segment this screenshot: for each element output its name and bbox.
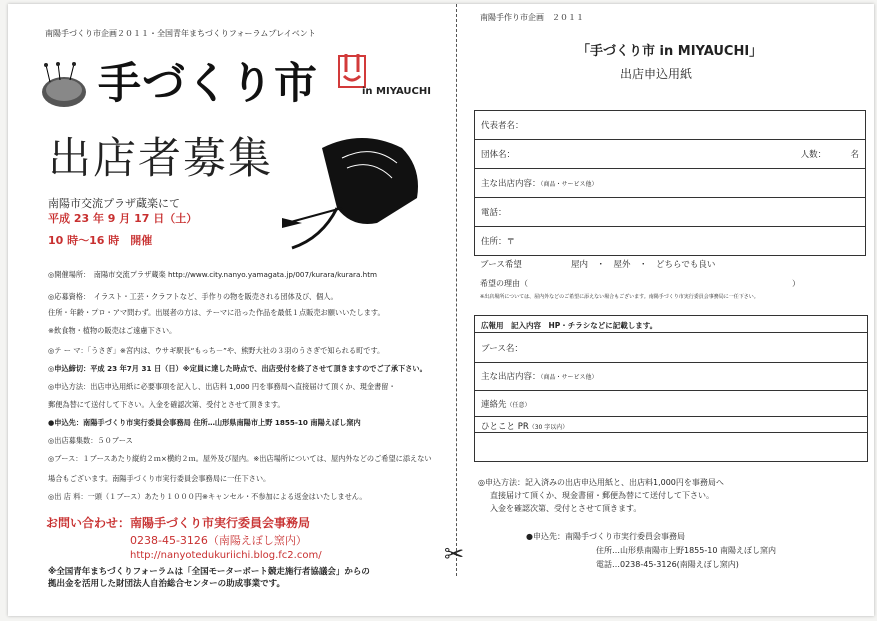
event-subtitle: in MIYAUCHI xyxy=(362,86,431,97)
people-field[interactable]: 人数： 名 xyxy=(743,140,866,169)
pincushion-icon xyxy=(40,62,88,108)
form-title: 「手づくり市 in MIYAUCHI」 xyxy=(577,44,763,59)
pr-field[interactable]: ひとこと PR（30 字以内） xyxy=(481,422,569,432)
apply-guide-2: 直接届けて頂くか、現金書留・郵便為替にて送付して下さい。 xyxy=(490,491,714,500)
contact-phone: 0238-45-3126（南陽えぼし窯内） xyxy=(130,534,307,547)
info-apply-method-2: 郵便為替にて送付して下さい。入金を確認次第、受付とさせて頂きます。 xyxy=(48,400,285,409)
reason-field[interactable]: 希望の理由（ xyxy=(480,279,528,288)
booth-note: ※出店場所については、屋内外などのご希望に添えない場合もございます。南陽手づくり市実行委員会事務局に一任下さい。 xyxy=(480,294,759,300)
pr-header: 広報用 記入内容 HP・チラシなどに記載します。 xyxy=(481,321,658,330)
group-field[interactable]: 団体名： xyxy=(475,140,744,169)
reason-field-end: ） xyxy=(792,279,800,288)
recruit-heading: 出店者募集 xyxy=(48,134,273,184)
funding-notice-1: ※全国青年まちづくりフォーラムは「全国モーターボート競走施行者協議会」からの xyxy=(48,567,370,577)
booth-preference-label: ブース希望 xyxy=(480,260,522,270)
cut-line xyxy=(456,4,457,576)
items2-field[interactable]: 主な出店内容：（商品・サービス他） xyxy=(481,372,598,382)
craftsman-illustration xyxy=(282,128,437,256)
rabbit-logo-icon xyxy=(338,50,366,88)
rep-field[interactable]: 代表者名： xyxy=(475,111,866,140)
tel-field[interactable]: 電話： xyxy=(475,198,866,227)
address-field[interactable]: 住所：〒 xyxy=(475,227,866,256)
info-destination: ●申込先：南陽手づくり市実行委員会事務局 住所…山形県南陽市上野 1855-10 南陽えぼし窯内 xyxy=(48,418,361,427)
scissors-icon: ✂ xyxy=(444,540,465,568)
info-apply-method: ◎申込方法：出店申込用紙に必要事項を記入し、出店料 1,000 円を事務局へ直接届けて頂くか、現金書留・ xyxy=(48,382,396,391)
event-time: 10 時〜16 時 開催 xyxy=(48,234,153,247)
blog-link[interactable]: http://nanyotedukuriichi.blog.fc2.com/ xyxy=(130,550,322,561)
destination-3: 電話…0238-45-3126(南陽えぼし窯内) xyxy=(596,560,739,569)
event-header: 南陽手づくり市企画２０１１・全国青年まちづくりフォーラムプレイベント xyxy=(45,29,316,38)
event-date: 平成 23 年 9 月 17 日（土） xyxy=(48,212,198,225)
info-eligibility: ◎応募資格： イラスト・工芸・クラフトなど、手作りの物を販売される団体及び、個人。 xyxy=(48,292,338,301)
funding-notice-2: 拠出金を活用した財団法人自治総合センターの助成事業です。 xyxy=(48,579,285,589)
event-title: 手づくり市 xyxy=(98,59,318,109)
booth-name-field[interactable]: ブース名： xyxy=(481,344,523,354)
destination-1: ●申込先：南陽手づくり市実行委員会事務局 xyxy=(526,532,685,541)
info-deadline: ◎申込締切：平成 23 年7月 31 日（日）※定員に達した時点で、出店受付を終了させて頂きますのでご了承下さい。 xyxy=(48,364,427,373)
info-food-note: ※飲食物・植物の販売はご遠慮下さい。 xyxy=(48,326,177,335)
application-table xyxy=(474,110,866,256)
info-eligibility-detail: 住所・年齢・プロ・アマ問わず。出展者の方は、テーマに沿った作品を最低１点販売お願いいたします。 xyxy=(48,308,385,317)
pr-form xyxy=(474,315,868,462)
booth-preference-options[interactable]: 屋内 ・ 屋外 ・ どちらでも良い xyxy=(571,260,716,270)
form-header: 南陽手作り市企画 ２０１１ xyxy=(480,13,584,22)
contact-title: お問い合わせ：南陽手づくり市実行委員会事務局 xyxy=(46,516,311,530)
venue: 南陽市交流プラザ蔵楽にて xyxy=(48,197,180,210)
apply-guide-3: 入金を確認次第、受付とさせて頂きます。 xyxy=(490,504,642,513)
apply-guide-1: ◎申込方法：記入済みの出店申込用紙と、出店料1,000円を事務局へ xyxy=(478,478,724,487)
items-field[interactable]: 主な出店内容：（商品・サービス他） xyxy=(475,169,866,198)
info-booth-size: ◎ブース：１ブースあたり縦約２ｍ×横約２ｍ。屋外及び屋内。※出店場所については、屋内外などのご希望に添えない xyxy=(48,454,432,463)
info-booth-count: ◎出店募集数：５０ブース xyxy=(48,436,133,445)
info-fee: ◎出 店 料：一頭（１ブース）あたり１０００円※キャンセル・不参加による返金はいたしません。 xyxy=(48,492,367,501)
info-location: ◎開催場所： 南陽市交流プラザ蔵楽 http://www.city.nanyo.yamagata.jp/007/kurara/kurara.htm xyxy=(48,270,378,279)
contact-field[interactable]: 連絡先（任意） xyxy=(481,400,531,410)
destination-2: 住所…山形県南陽市上野1855-10 南陽えぼし窯内 xyxy=(596,546,776,555)
info-theme: ◎テ ー マ：「うさぎ」※宮内は、ウサギ駅長“もっち－”や、熊野大社の３羽のうさぎで知られる町です。 xyxy=(48,346,385,355)
info-booth-note: 場合もございます。南陽手づくり市実行委員会事務局に一任下さい。 xyxy=(48,474,271,483)
form-subtitle: 出店申込用紙 xyxy=(620,67,693,81)
